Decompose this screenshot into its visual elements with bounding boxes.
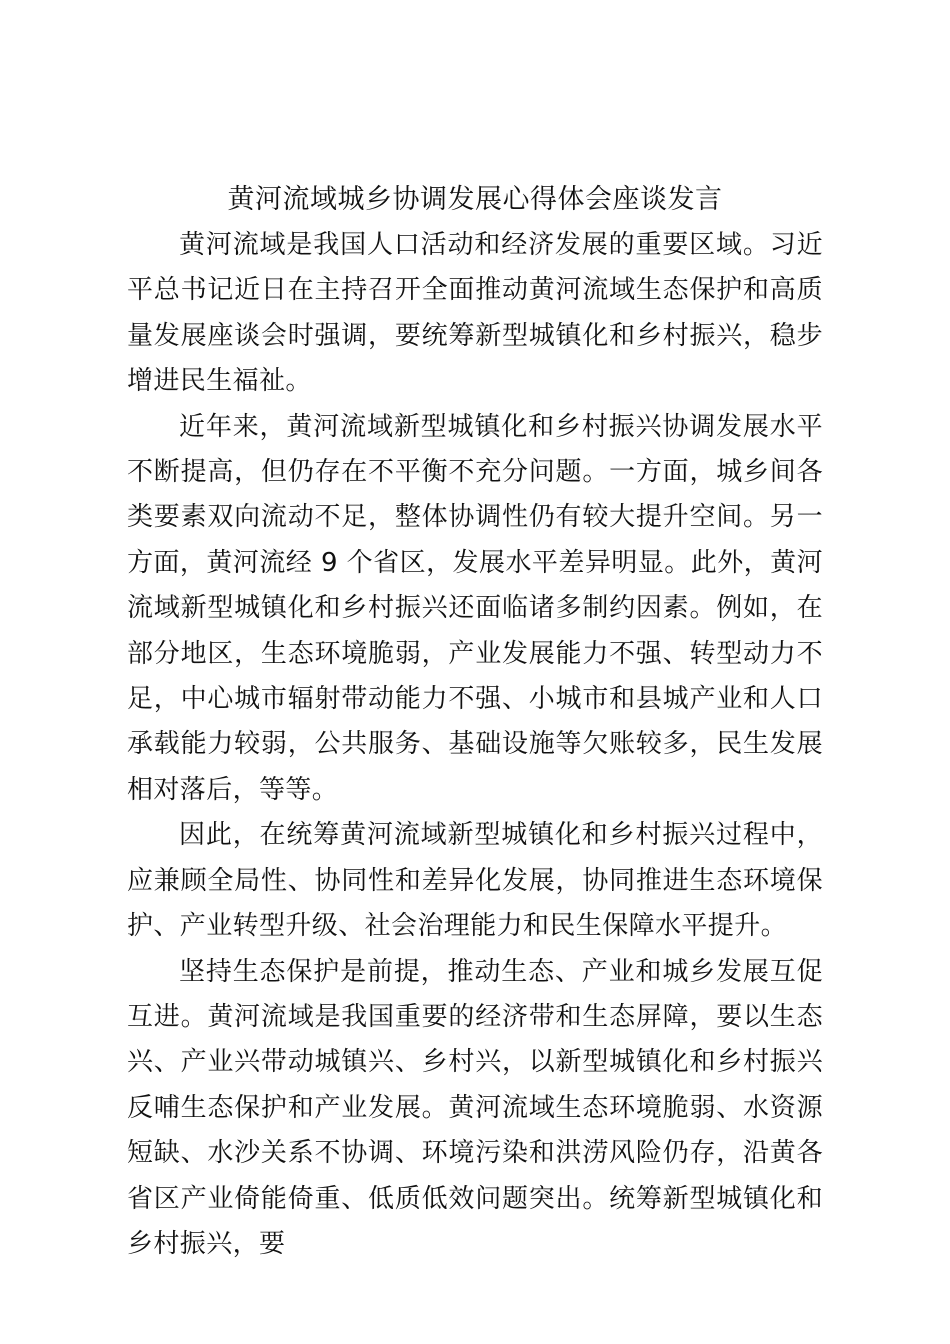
paragraph-4: 坚持生态保护是前提，推动生态、产业和城乡发展互促互进。黄河流域是我国重要的经济带和生态屏障，要以生态兴、产业兴带动城镇兴、乡村兴，以新型城镇化和乡村振兴反哺生态保护和产业发展。黄河流域生态环境脆弱、水资源短缺、水沙关系不协调、环境污染和洪涝风险仍存，沿黄各省区产业倚能倚重、低质低效问题突出。统筹新型城镇化和乡村振兴，要	[127, 956, 823, 1259]
document-title: 黄河流域城乡协调发展心得体会座谈发言	[227, 184, 723, 215]
document-body	[127, 223, 823, 1267]
paragraph-3: 因此，在统筹黄河流域新型城镇化和乡村振兴过程中，应兼顾全局性、协同性和差异化发展，协同推进生态环境保护、产业转型升级、社会治理能力和民生保障水平提升。	[127, 820, 823, 942]
paragraph-1: 黄河流域是我国人口活动和经济发展的重要区域。习近平总书记近日在主持召开全面推动黄河流域生态保护和高质量发展座谈会时强调，要统筹新型城镇化和乡村振兴，稳步增进民生福祉。	[127, 230, 823, 397]
paragraph-2: 近年来，黄河流域新型城镇化和乡村振兴协调发展水平不断提高，但仍存在不平衡不充分问题。一方面，城乡间各类要素双向流动不足，整体协调性仍有较大提升空间。另一方面，黄河流经 9 个省区，发展水平差异明显。此外，黄河流域新型城镇化和乡村振兴还面临诸多制约因素。例如，在部分地区，生态环境脆弱，产业发展能力不强、转型动力不足，中心城市辐射带动能力不强、小城市和县城产业和人口承载能力较弱，公共服务、基础设施等欠账较多，民生发展相对落后，等等。	[127, 411, 823, 805]
